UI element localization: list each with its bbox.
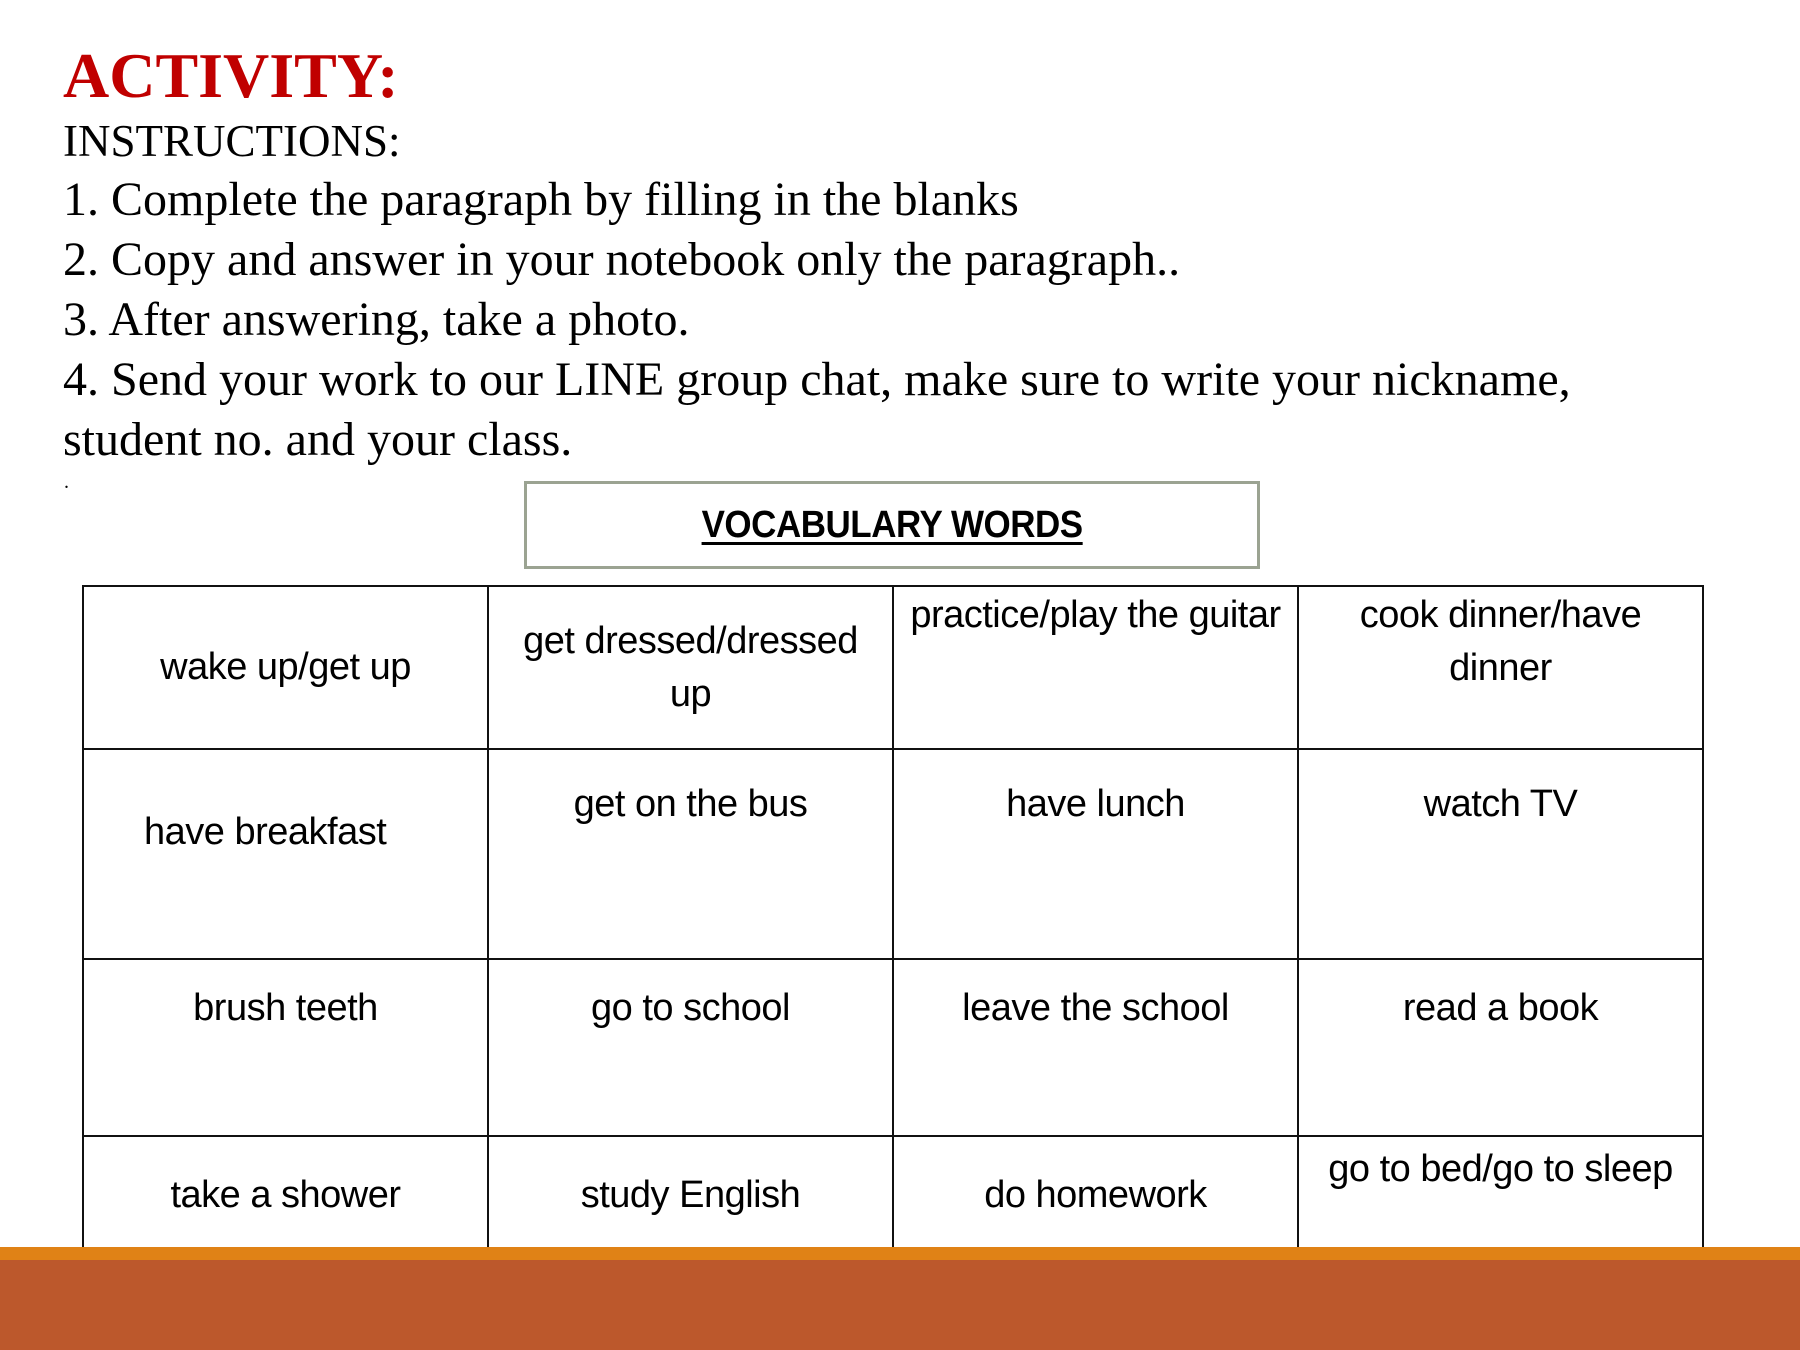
vocab-cell: take a shower [83,1136,488,1329]
footer-accent-stripe [0,1247,1800,1260]
instructions-list [63,170,1571,470]
table-row [83,749,1703,959]
table-row [83,959,1703,1136]
activity-title: ACTIVITY: [63,40,399,111]
footer-band [0,1260,1800,1350]
vocab-cell: watch TV [1298,749,1703,959]
vocab-cell: get dressed/dressed up [488,586,893,749]
vocab-cell: get on the bus [488,749,893,959]
instructions-block [63,112,1571,470]
stray-dot-mark: . [64,471,69,493]
vocab-cell: go to bed/go to sleep [1298,1136,1703,1329]
vocabulary-table [82,585,1704,1330]
vocab-cell: have breakfast [83,749,488,959]
vocab-cell: have lunch [893,749,1298,959]
vocab-cell: brush teeth [83,959,488,1136]
vocabulary-heading: VOCABULARY WORDS [701,503,1083,546]
vocab-cell: wake up/get up [83,586,488,749]
vocab-cell: do homework [893,1136,1298,1329]
vocab-cell: practice/play the guitar [893,586,1298,749]
vocab-cell: go to school [488,959,893,1136]
instruction-item-continuation: student no. and your class. [63,413,573,466]
vocab-cell: read a book [1298,959,1703,1136]
instruction-item: 1. Complete the paragraph by filling in the blanks [63,173,1019,226]
instruction-item: 2. Copy and answer in your notebook only the paragraph.. [63,233,1181,286]
instructions-heading: INSTRUCTIONS: [63,116,401,166]
vocabulary-heading-box [524,481,1260,569]
vocab-cell: cook dinner/have dinner [1298,586,1703,749]
instruction-item: 3. After answering, take a photo. [63,293,690,346]
instruction-item: 4. Send your work to our LINE group chat, make sure to write your nickname, [63,353,1571,406]
table-row [83,586,1703,749]
vocab-cell: study English [488,1136,893,1329]
vocab-cell: leave the school [893,959,1298,1136]
